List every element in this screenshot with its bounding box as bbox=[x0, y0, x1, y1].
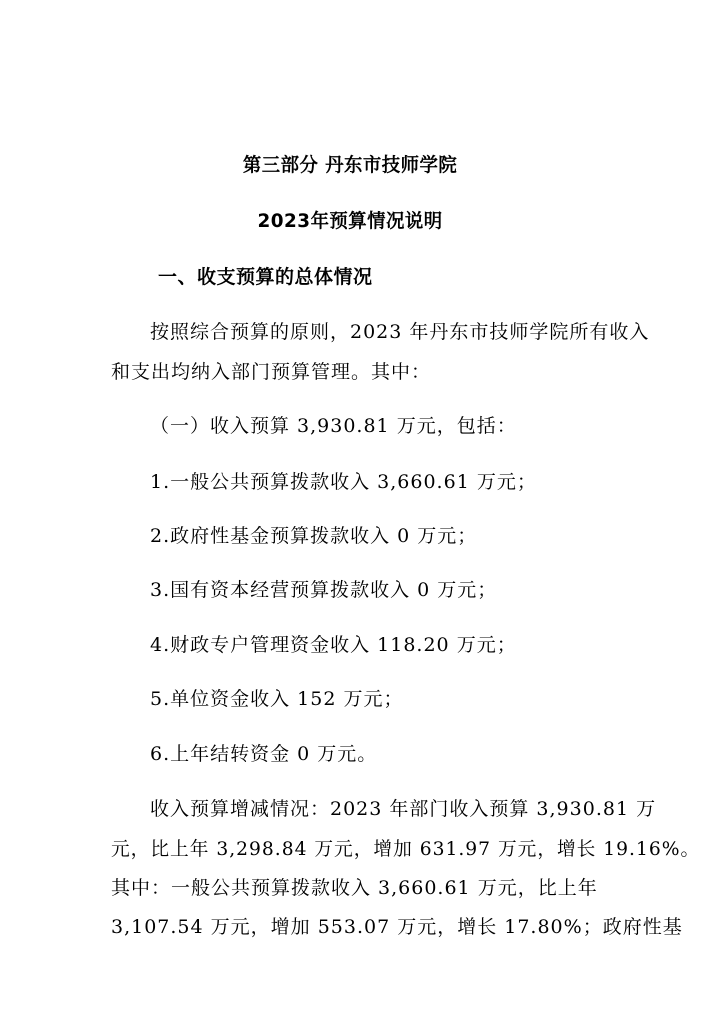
revenue-budget-line: （一）收入预算 3,930.81 万元，包括： bbox=[150, 415, 517, 437]
paragraph-line: 和支出均纳入部门预算管理。其中： bbox=[111, 361, 432, 383]
list-item: 6.上年结转资金 0 万元。 bbox=[150, 743, 378, 765]
paragraph-line: 收入预算增减情况：2023 年部门收入预算 3,930.81 万 bbox=[150, 798, 657, 820]
paragraph-line: 其中：一般公共预算拨款收入 3,660.61 万元，比上年 bbox=[111, 877, 598, 899]
list-item: 4.财政专户管理资金收入 118.20 万元； bbox=[150, 634, 517, 656]
paragraph-line: 按照综合预算的原则，2023 年丹东市技师学院所有收入 bbox=[150, 321, 650, 343]
list-item: 3.国有资本经营预算拨款收入 0 万元； bbox=[150, 579, 498, 601]
paragraph-line: 元，比上年 3,298.84 万元，增加 631.97 万元，增长 19.16%。 bbox=[111, 838, 701, 860]
paragraph-line: 3,107.54 万元，增加 553.07 万元，增长 17.80%；政府性基 bbox=[111, 916, 683, 938]
list-item: 2.政府性基金预算拨款收入 0 万元； bbox=[150, 525, 478, 547]
document-subtitle: 2023年预算情况说明 bbox=[257, 210, 443, 232]
document-title: 第三部分 丹东市技师学院 bbox=[242, 154, 458, 176]
list-item: 5.单位资金收入 152 万元； bbox=[150, 688, 404, 710]
section-heading: 一、收支预算的总体情况 bbox=[158, 266, 373, 288]
list-item: 1.一般公共预算拨款收入 3,660.61 万元； bbox=[150, 471, 537, 493]
